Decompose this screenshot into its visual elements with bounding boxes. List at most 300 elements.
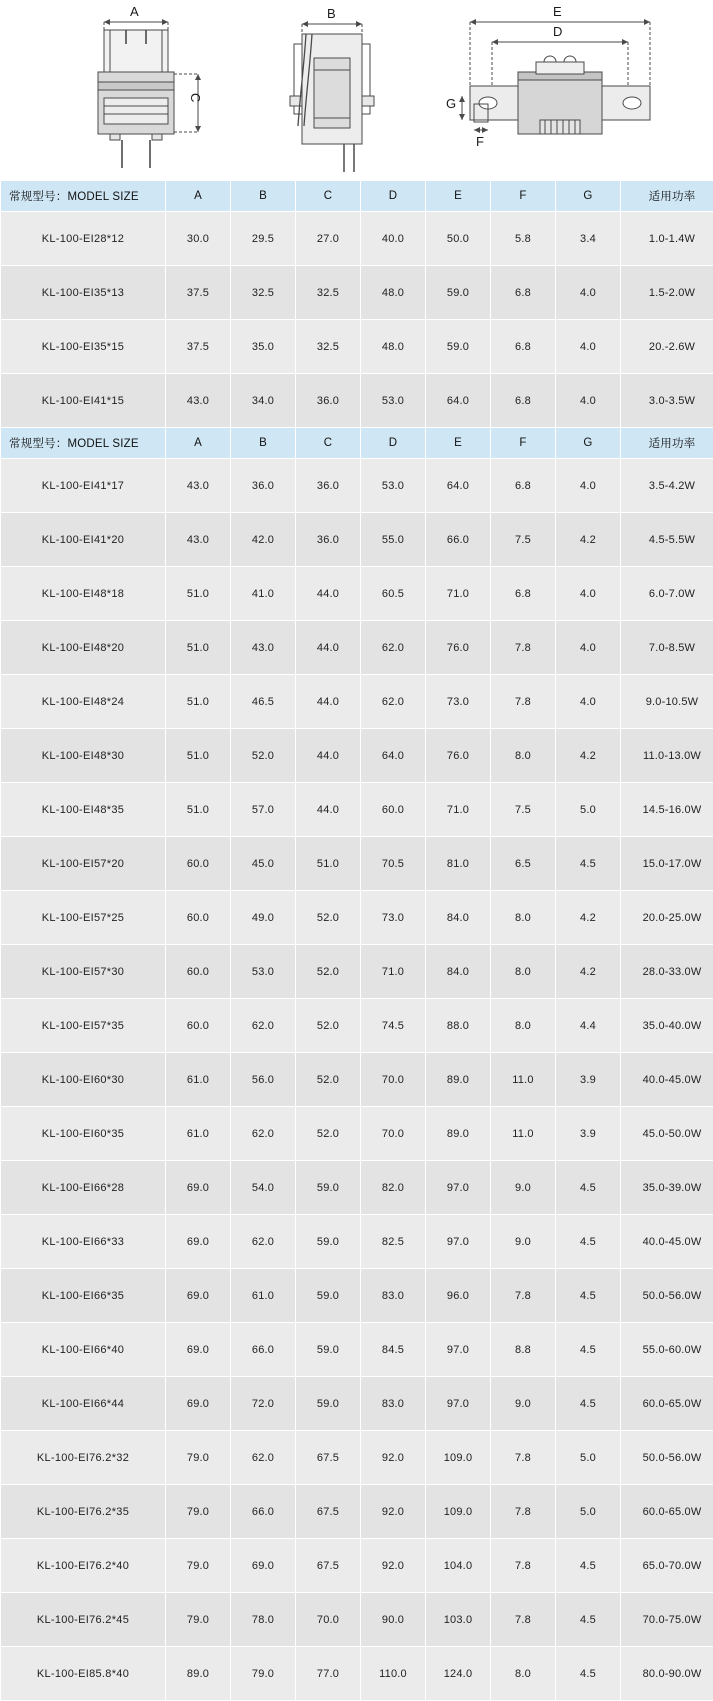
cell-dimension-f: 7.8 [491,1431,556,1485]
cell-dimension-g: 4.5 [556,837,621,891]
cell-dimension-a: 69.0 [166,1377,231,1431]
cell-dimension-a: 51.0 [166,675,231,729]
cell-dimension-a: 60.0 [166,891,231,945]
header-dimension-d: D [361,428,426,459]
cell-dimension-b: 57.0 [231,783,296,837]
cell-dimension-b: 66.0 [231,1323,296,1377]
cell-power: 7.0-8.5W [621,621,713,675]
cell-dimension-b: 78.0 [231,1593,296,1647]
cell-power: 60.0-65.0W [621,1485,713,1539]
cell-dimension-f: 6.8 [491,320,556,374]
cell-dimension-c: 77.0 [296,1647,361,1701]
cell-dimension-c: 67.5 [296,1539,361,1593]
cell-dimension-f: 7.8 [491,621,556,675]
cell-dimension-c: 59.0 [296,1269,361,1323]
cell-dimension-g: 4.5 [556,1593,621,1647]
cell-dimension-c: 59.0 [296,1377,361,1431]
cell-dimension-b: 49.0 [231,891,296,945]
cell-dimension-b: 62.0 [231,1431,296,1485]
cell-dimension-d: 71.0 [361,945,426,999]
cell-dimension-b: 35.0 [231,320,296,374]
cell-dimension-d: 64.0 [361,729,426,783]
cell-dimension-d: 74.5 [361,999,426,1053]
cell-dimension-e: 89.0 [426,1053,491,1107]
drawing-mounting-view [440,0,690,180]
cell-model: KL-100-EI41*20 [1,513,166,567]
cell-dimension-e: 97.0 [426,1323,491,1377]
cell-dimension-g: 4.5 [556,1647,621,1701]
cell-dimension-d: 70.0 [361,1053,426,1107]
cell-power: 40.0-45.0W [621,1215,713,1269]
cell-dimension-g: 4.5 [556,1215,621,1269]
cell-model: KL-100-EI48*30 [1,729,166,783]
cell-model: KL-100-EI76.2*32 [1,1431,166,1485]
table-row [1,1647,713,1701]
cell-dimension-f: 8.0 [491,891,556,945]
cell-model: KL-100-EI57*30 [1,945,166,999]
header-dimension-a: A [166,428,231,459]
cell-dimension-f: 7.8 [491,1539,556,1593]
cell-dimension-a: 51.0 [166,729,231,783]
cell-dimension-c: 52.0 [296,999,361,1053]
cell-dimension-c: 44.0 [296,621,361,675]
table-row [1,783,713,837]
cell-dimension-g: 4.5 [556,1377,621,1431]
cell-dimension-e: 71.0 [426,783,491,837]
cell-power: 6.0-7.0W [621,567,713,621]
header-dimension-g: G [556,181,621,212]
cell-dimension-d: 84.5 [361,1323,426,1377]
cell-dimension-f: 7.8 [491,1593,556,1647]
cell-dimension-c: 36.0 [296,374,361,428]
cell-power: 3.5-4.2W [621,459,713,513]
cell-model: KL-100-EI66*35 [1,1269,166,1323]
dimension-label-c: C [188,93,203,102]
cell-dimension-f: 6.8 [491,374,556,428]
table-row [1,1215,713,1269]
cell-dimension-d: 40.0 [361,212,426,266]
cell-dimension-g: 4.0 [556,459,621,513]
cell-dimension-e: 66.0 [426,513,491,567]
table-row [1,945,713,999]
cell-model: KL-100-EI66*44 [1,1377,166,1431]
cell-dimension-a: 61.0 [166,1107,231,1161]
cell-dimension-a: 69.0 [166,1215,231,1269]
cell-dimension-e: 64.0 [426,374,491,428]
cell-power: 35.0-40.0W [621,999,713,1053]
cell-dimension-f: 7.8 [491,675,556,729]
cell-dimension-a: 43.0 [166,513,231,567]
cell-dimension-g: 4.5 [556,1161,621,1215]
table-row [1,1269,713,1323]
cell-dimension-f: 11.0 [491,1107,556,1161]
cell-dimension-f: 8.0 [491,945,556,999]
table-row [1,1053,713,1107]
table-row [1,621,713,675]
header-dimension-f: F [491,428,556,459]
cell-dimension-g: 4.5 [556,1539,621,1593]
cell-dimension-c: 44.0 [296,675,361,729]
cell-power: 20.0-25.0W [621,891,713,945]
cell-dimension-d: 70.5 [361,837,426,891]
cell-dimension-f: 9.0 [491,1377,556,1431]
cell-dimension-e: 73.0 [426,675,491,729]
dimension-label-e: E [553,4,562,19]
cell-dimension-e: 103.0 [426,1593,491,1647]
cell-dimension-g: 4.5 [556,1269,621,1323]
drawing-front-view [60,0,240,180]
cell-dimension-g: 4.2 [556,729,621,783]
cell-model: KL-100-EI41*15 [1,374,166,428]
cell-dimension-c: 51.0 [296,837,361,891]
cell-dimension-b: 41.0 [231,567,296,621]
cell-dimension-g: 4.2 [556,891,621,945]
cell-dimension-f: 8.0 [491,999,556,1053]
cell-dimension-f: 6.8 [491,266,556,320]
cell-dimension-b: 62.0 [231,1215,296,1269]
cell-dimension-b: 61.0 [231,1269,296,1323]
cell-power: 4.5-5.5W [621,513,713,567]
cell-dimension-a: 79.0 [166,1485,231,1539]
cell-power: 11.0-13.0W [621,729,713,783]
cell-dimension-a: 43.0 [166,459,231,513]
cell-dimension-d: 60.5 [361,567,426,621]
cell-dimension-d: 53.0 [361,374,426,428]
cell-dimension-a: 37.5 [166,266,231,320]
cell-model: KL-100-EI60*30 [1,1053,166,1107]
header-dimension-d: D [361,181,426,212]
cell-dimension-d: 83.0 [361,1269,426,1323]
cell-dimension-a: 60.0 [166,999,231,1053]
cell-dimension-c: 36.0 [296,513,361,567]
table-row [1,374,713,428]
cell-dimension-d: 82.5 [361,1215,426,1269]
header-dimension-a: A [166,181,231,212]
cell-model: KL-100-EI48*20 [1,621,166,675]
cell-model: KL-100-EI76.2*45 [1,1593,166,1647]
table-row [1,1323,713,1377]
cell-dimension-d: 62.0 [361,675,426,729]
cell-dimension-d: 90.0 [361,1593,426,1647]
cell-model: KL-100-EI57*25 [1,891,166,945]
cell-dimension-g: 4.4 [556,999,621,1053]
cell-power: 3.0-3.5W [621,374,713,428]
cell-dimension-e: 76.0 [426,729,491,783]
cell-dimension-b: 54.0 [231,1161,296,1215]
cell-model: KL-100-EI57*20 [1,837,166,891]
header-power-rating: 适用功率 [621,181,713,212]
drawing-side-view [270,0,410,180]
cell-dimension-f: 5.8 [491,212,556,266]
cell-power: 1.5-2.0W [621,266,713,320]
cell-dimension-c: 44.0 [296,567,361,621]
table-row [1,1161,713,1215]
header-dimension-f: F [491,181,556,212]
cell-dimension-g: 3.4 [556,212,621,266]
cell-dimension-e: 71.0 [426,567,491,621]
cell-dimension-f: 8.8 [491,1323,556,1377]
cell-power: 65.0-70.0W [621,1539,713,1593]
cell-dimension-b: 62.0 [231,1107,296,1161]
cell-dimension-e: 96.0 [426,1269,491,1323]
table-row [1,1107,713,1161]
cell-dimension-e: 109.0 [426,1485,491,1539]
cell-power: 70.0-75.0W [621,1593,713,1647]
technical-drawings [0,0,713,180]
cell-model: KL-100-EI76.2*35 [1,1485,166,1539]
cell-dimension-d: 70.0 [361,1107,426,1161]
header-model-size: 常规型号：MODEL SIZE [1,181,166,212]
cell-dimension-b: 36.0 [231,459,296,513]
cell-dimension-g: 4.2 [556,513,621,567]
cell-dimension-c: 70.0 [296,1593,361,1647]
cell-model: KL-100-EI76.2*40 [1,1539,166,1593]
cell-dimension-c: 52.0 [296,945,361,999]
cell-dimension-a: 79.0 [166,1431,231,1485]
cell-model: KL-100-EI35*13 [1,266,166,320]
dimension-label-g: G [446,96,456,111]
cell-power: 55.0-60.0W [621,1323,713,1377]
table-row [1,513,713,567]
cell-dimension-b: 56.0 [231,1053,296,1107]
cell-dimension-f: 8.0 [491,1647,556,1701]
header-dimension-c: C [296,181,361,212]
header-power-rating: 适用功率 [621,428,713,459]
cell-dimension-b: 29.5 [231,212,296,266]
cell-dimension-d: 48.0 [361,266,426,320]
cell-dimension-e: 109.0 [426,1431,491,1485]
cell-dimension-b: 43.0 [231,621,296,675]
table-row [1,1593,713,1647]
cell-dimension-d: 53.0 [361,459,426,513]
cell-dimension-c: 52.0 [296,1053,361,1107]
table-header-row [1,428,713,459]
cell-model: KL-100-EI48*18 [1,567,166,621]
table-row [1,729,713,783]
cell-power: 9.0-10.5W [621,675,713,729]
cell-dimension-d: 83.0 [361,1377,426,1431]
cell-dimension-a: 30.0 [166,212,231,266]
cell-dimension-g: 5.0 [556,1431,621,1485]
cell-dimension-e: 97.0 [426,1161,491,1215]
dimension-label-b: B [327,6,336,21]
cell-power: 20.-2.6W [621,320,713,374]
cell-dimension-b: 79.0 [231,1647,296,1701]
cell-dimension-g: 4.0 [556,266,621,320]
cell-dimension-e: 81.0 [426,837,491,891]
dimension-label-f: F [476,134,484,149]
cell-dimension-d: 60.0 [361,783,426,837]
cell-dimension-d: 82.0 [361,1161,426,1215]
header-model-size: 常规型号：MODEL SIZE [1,428,166,459]
cell-dimension-f: 9.0 [491,1161,556,1215]
table-row [1,567,713,621]
cell-dimension-e: 84.0 [426,945,491,999]
header-dimension-b: B [231,428,296,459]
cell-dimension-d: 48.0 [361,320,426,374]
cell-dimension-c: 67.5 [296,1485,361,1539]
table-row [1,675,713,729]
cell-dimension-c: 52.0 [296,1107,361,1161]
cell-model: KL-100-EI66*40 [1,1323,166,1377]
cell-dimension-e: 84.0 [426,891,491,945]
cell-dimension-f: 7.8 [491,1485,556,1539]
cell-dimension-c: 27.0 [296,212,361,266]
cell-dimension-c: 44.0 [296,783,361,837]
cell-dimension-a: 69.0 [166,1269,231,1323]
cell-dimension-f: 8.0 [491,729,556,783]
cell-dimension-c: 59.0 [296,1215,361,1269]
cell-dimension-e: 64.0 [426,459,491,513]
cell-dimension-g: 4.5 [556,1323,621,1377]
cell-dimension-g: 4.0 [556,374,621,428]
cell-dimension-f: 7.5 [491,513,556,567]
cell-dimension-c: 32.5 [296,266,361,320]
cell-model: KL-100-EI48*35 [1,783,166,837]
cell-dimension-g: 4.0 [556,621,621,675]
cell-dimension-f: 6.8 [491,567,556,621]
cell-power: 1.0-1.4W [621,212,713,266]
header-dimension-b: B [231,181,296,212]
cell-dimension-a: 60.0 [166,945,231,999]
cell-dimension-b: 46.5 [231,675,296,729]
cell-power: 14.5-16.0W [621,783,713,837]
cell-dimension-e: 97.0 [426,1215,491,1269]
cell-dimension-b: 53.0 [231,945,296,999]
table-row [1,891,713,945]
cell-dimension-b: 62.0 [231,999,296,1053]
table-row [1,1377,713,1431]
cell-model: KL-100-EI85.8*40 [1,1647,166,1701]
cell-dimension-c: 52.0 [296,891,361,945]
cell-dimension-e: 59.0 [426,320,491,374]
table-row [1,1485,713,1539]
cell-model: KL-100-EI28*12 [1,212,166,266]
cell-model: KL-100-EI66*33 [1,1215,166,1269]
table-row [1,459,713,513]
cell-power: 35.0-39.0W [621,1161,713,1215]
header-dimension-c: C [296,428,361,459]
cell-power: 15.0-17.0W [621,837,713,891]
cell-power: 80.0-90.0W [621,1647,713,1701]
cell-dimension-g: 4.0 [556,675,621,729]
cell-dimension-g: 4.0 [556,320,621,374]
cell-dimension-d: 62.0 [361,621,426,675]
cell-dimension-a: 51.0 [166,621,231,675]
cell-dimension-a: 51.0 [166,783,231,837]
cell-dimension-d: 92.0 [361,1539,426,1593]
dimension-label-d: D [553,24,562,39]
cell-dimension-d: 92.0 [361,1485,426,1539]
cell-dimension-b: 66.0 [231,1485,296,1539]
cell-power: 40.0-45.0W [621,1053,713,1107]
cell-dimension-c: 67.5 [296,1431,361,1485]
table-row [1,1431,713,1485]
specification-table [0,180,713,1701]
cell-dimension-b: 34.0 [231,374,296,428]
header-dimension-g: G [556,428,621,459]
table-row [1,266,713,320]
cell-dimension-c: 36.0 [296,459,361,513]
cell-dimension-c: 32.5 [296,320,361,374]
cell-power: 50.0-56.0W [621,1431,713,1485]
cell-dimension-a: 43.0 [166,374,231,428]
cell-dimension-a: 69.0 [166,1161,231,1215]
cell-dimension-e: 124.0 [426,1647,491,1701]
cell-dimension-e: 89.0 [426,1107,491,1161]
cell-dimension-e: 76.0 [426,621,491,675]
cell-dimension-f: 6.5 [491,837,556,891]
cell-dimension-c: 44.0 [296,729,361,783]
cell-dimension-e: 88.0 [426,999,491,1053]
cell-dimension-b: 72.0 [231,1377,296,1431]
dimension-label-a: A [130,4,139,19]
cell-dimension-f: 6.8 [491,459,556,513]
header-dimension-e: E [426,428,491,459]
table-row [1,837,713,891]
table-row [1,999,713,1053]
cell-dimension-a: 89.0 [166,1647,231,1701]
header-dimension-e: E [426,181,491,212]
cell-dimension-b: 42.0 [231,513,296,567]
cell-dimension-a: 79.0 [166,1539,231,1593]
table-row [1,1539,713,1593]
cell-dimension-a: 61.0 [166,1053,231,1107]
cell-dimension-e: 50.0 [426,212,491,266]
cell-dimension-f: 9.0 [491,1215,556,1269]
cell-dimension-g: 5.0 [556,1485,621,1539]
table-header-row [1,181,713,212]
cell-model: KL-100-EI48*24 [1,675,166,729]
cell-model: KL-100-EI35*15 [1,320,166,374]
cell-dimension-d: 55.0 [361,513,426,567]
cell-power: 28.0-33.0W [621,945,713,999]
cell-dimension-c: 59.0 [296,1161,361,1215]
cell-power: 60.0-65.0W [621,1377,713,1431]
cell-dimension-a: 37.5 [166,320,231,374]
cell-dimension-c: 59.0 [296,1323,361,1377]
cell-model: KL-100-EI66*28 [1,1161,166,1215]
cell-dimension-d: 110.0 [361,1647,426,1701]
cell-dimension-f: 7.8 [491,1269,556,1323]
cell-dimension-g: 4.2 [556,945,621,999]
cell-dimension-g: 3.9 [556,1107,621,1161]
cell-model: KL-100-EI57*35 [1,999,166,1053]
cell-dimension-b: 45.0 [231,837,296,891]
cell-dimension-f: 11.0 [491,1053,556,1107]
cell-dimension-b: 69.0 [231,1539,296,1593]
cell-dimension-d: 92.0 [361,1431,426,1485]
cell-dimension-g: 5.0 [556,783,621,837]
cell-power: 45.0-50.0W [621,1107,713,1161]
cell-dimension-a: 69.0 [166,1323,231,1377]
cell-dimension-e: 104.0 [426,1539,491,1593]
cell-dimension-a: 60.0 [166,837,231,891]
cell-dimension-a: 51.0 [166,567,231,621]
cell-model: KL-100-EI41*17 [1,459,166,513]
table-row [1,212,713,266]
cell-dimension-d: 73.0 [361,891,426,945]
cell-dimension-e: 97.0 [426,1377,491,1431]
cell-power: 50.0-56.0W [621,1269,713,1323]
cell-model: KL-100-EI60*35 [1,1107,166,1161]
cell-dimension-e: 59.0 [426,266,491,320]
cell-dimension-b: 32.5 [231,266,296,320]
cell-dimension-g: 3.9 [556,1053,621,1107]
cell-dimension-f: 7.5 [491,783,556,837]
cell-dimension-a: 79.0 [166,1593,231,1647]
table-row [1,320,713,374]
